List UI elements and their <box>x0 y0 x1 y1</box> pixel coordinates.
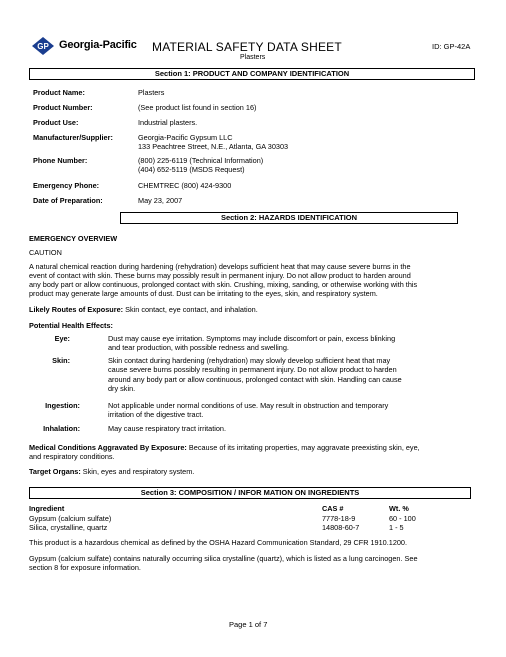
ingestion-line: irritation of the digestive tract. <box>108 410 204 420</box>
manufacturer-address: 133 Peachtree Street, N.E., Atlanta, GA 30303 <box>138 142 289 151</box>
logo-text: Georgia-Pacific <box>59 39 137 51</box>
page-number: Page 1 of 7 <box>229 620 268 629</box>
section1-heading: Section 1: PRODUCT AND COMPANY IDENTIFICATION <box>29 68 475 80</box>
eye-line: Dust may cause eye irritation. Symptoms may include discomfort or pain, excess blinking <box>108 334 396 343</box>
routes-of-exposure <box>29 305 258 314</box>
eye-label: Eye: <box>54 334 70 343</box>
date-label: Date of Preparation: <box>33 196 103 205</box>
ingredient-gypsum: Gypsum (calcium sulfate) <box>29 514 112 523</box>
section3-heading: Section 3: COMPOSITION / INFOR MATION ON INGREDIENTS <box>29 487 471 499</box>
skin-text <box>108 356 456 394</box>
overview-line-2: event of contact with skin. These burns may possibly result in permanent injury. Do not allow product to harden around <box>29 271 411 280</box>
eye-line: and tear production, with possible redness and swelling. <box>108 343 289 353</box>
gp-logo-icon <box>30 36 56 56</box>
col-ingredient: Ingredient <box>29 504 65 513</box>
emergency-phone-value: CHEMTREC (800) 424-9300 <box>138 181 232 190</box>
document-title: MATERIAL SAFETY DATA SHEET <box>152 40 342 54</box>
overview-line-4: product may generate large amounts of dust. Dust can be irritating to the eyes, skin, and respiratory system. <box>29 289 378 298</box>
skin-label: Skin: <box>52 356 70 365</box>
caution-label: CAUTION <box>29 248 62 257</box>
routes-value: Skin contact, eye contact, and inhalation. <box>125 305 258 314</box>
ingestion-text <box>108 401 456 420</box>
target-value: Skin, eyes and respiratory system. <box>82 467 195 476</box>
osha-note: This product is a hazardous chemical as defined by the OSHA Hazard Communication Standard, 29 CFR 1910.1200. <box>29 538 408 547</box>
date-value: May 23, 2007 <box>138 196 183 205</box>
cas-silica: 14808-60-7 <box>322 523 360 532</box>
health-effects-heading: Potential Health Effects: <box>29 321 113 330</box>
manufacturer-label: Manufacturer/Supplier: <box>33 133 113 142</box>
company-logo <box>30 36 142 56</box>
routes-label: Likely Routes of Exposure: <box>29 305 124 314</box>
aggravated-value-cont: and respiratory conditions. <box>29 452 115 461</box>
phone-label: Phone Number: <box>33 156 88 165</box>
manufacturer-name: Georgia-Pacific Gypsum LLC <box>138 133 233 142</box>
ingredient-silica: Silica, crystalline, quartz <box>29 523 108 532</box>
logo-mark-text: GP <box>37 42 49 51</box>
target-label: Target Organs: <box>29 467 81 476</box>
product-use-value: Industrial plasters. <box>138 118 198 127</box>
emergency-overview-heading: EMERGENCY OVERVIEW <box>29 234 118 243</box>
document-id: ID: GP-42A <box>432 42 471 51</box>
phone-msds: (404) 652-5119 (MSDS Request) <box>138 165 245 174</box>
skin-line: cause severe burns possibly resulting in permanent injury. Do not allow product to harden <box>108 365 397 375</box>
col-cas: CAS # <box>322 504 344 513</box>
col-wt: Wt. % <box>389 504 409 513</box>
ingestion-line: Not applicable under normal conditions of use. May result in obstruction and temporary <box>108 401 389 410</box>
aggravated-value: Because of its irritating properties, may aggravate preexisting skin, eye, <box>188 443 420 452</box>
product-number-label: Product Number: <box>33 103 93 112</box>
aggravated-label: Medical Conditions Aggravated By Exposure: <box>29 443 187 452</box>
overview-line-1: A natural chemical reaction during hardening (rehydration) develops sufficient heat that may cause severe burns in the <box>29 262 411 271</box>
skin-line: around any body part or allow continuous, prolonged contact with skin. Handling can cause <box>108 374 402 384</box>
product-number-value: (See product list found in section 16) <box>138 103 257 112</box>
product-name-label: Product Name: <box>33 88 85 97</box>
silica-note-line-1: Gypsum (calcium sulfate) contains naturally occurring silica crystalline (quartz), which is listed as a lung carcinogen. See <box>29 554 418 563</box>
aggravated-conditions <box>29 443 420 452</box>
section2-heading: Section 2: HAZARDS IDENTIFICATION <box>120 212 458 224</box>
eye-text <box>108 334 456 353</box>
document-subtitle: Plasters <box>240 54 266 61</box>
skin-line: Skin contact during hardening (rehydration) may slowly develop sufficient heat that may <box>108 356 391 365</box>
product-use-label: Product Use: <box>33 118 79 127</box>
wt-gypsum: 60 - 100 <box>389 514 416 523</box>
ingestion-label: Ingestion: <box>45 401 80 410</box>
cas-gypsum: 7778-18-9 <box>322 514 356 523</box>
inhalation-text: May cause respiratory tract irritation. <box>108 424 227 433</box>
overview-line-3: any body part or allow continuous, prolonged contact with skin. Crushing, mixing, sanding, or otherwise working with this <box>29 280 418 289</box>
emergency-phone-label: Emergency Phone: <box>33 181 100 190</box>
phone-technical: (800) 225-6119 (Technical Information) <box>138 156 264 165</box>
product-name-value: Plasters <box>138 88 165 97</box>
skin-line: dry skin. <box>108 384 136 394</box>
silica-note-line-2: section 8 for exposure information. <box>29 563 141 572</box>
target-organs <box>29 467 194 476</box>
wt-silica: 1 - 5 <box>389 523 404 532</box>
inhalation-label: Inhalation: <box>43 424 80 433</box>
